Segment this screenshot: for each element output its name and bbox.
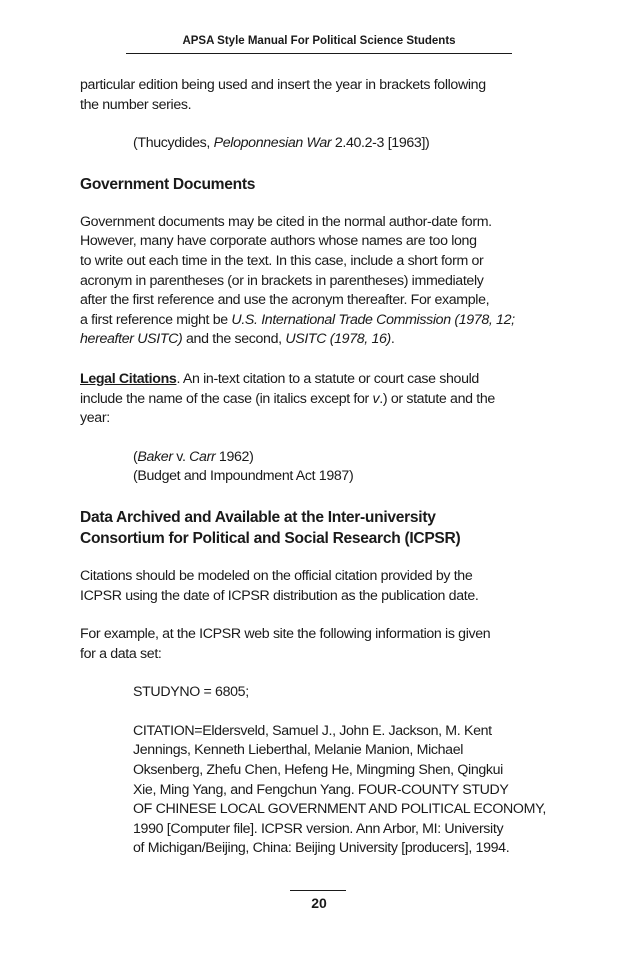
legal-line-3: year: <box>80 410 110 427</box>
example-text: (Thucydides, <box>133 135 214 152</box>
body-text: and the second, <box>182 331 286 348</box>
gov-docs-line-7 <box>80 330 560 350</box>
section-heading-icpsr-2: Consortium for Political and Social Research (ICPSR) <box>80 529 461 547</box>
legal-line-1 <box>80 370 560 390</box>
gov-docs-line-1: Government documents may be cited in the normal author-date form. <box>80 213 492 230</box>
italic-citation: USITC (1978, 16) <box>285 331 391 348</box>
example-italic-name: Baker <box>137 448 173 465</box>
citation-line-6: 1990 [Computer file]. ICPSR version. Ann Arbor, MI: University <box>133 820 504 837</box>
legal-citations-heading: Legal Citations <box>80 370 177 387</box>
body-text: . An in-text citation to a statute or court case should <box>176 370 479 387</box>
intro-line-1: particular edition being used and insert the year in brackets following <box>80 77 486 93</box>
page-number: 20 <box>311 895 327 911</box>
example-text: ( <box>133 448 138 465</box>
legal-example-2: (Budget and Impoundment Act 1987) <box>133 468 354 485</box>
example-text: v. <box>172 448 190 465</box>
example-text: 2.40.2-3 [1963]) <box>331 135 430 152</box>
italic-v: v <box>372 390 380 407</box>
citation-line-5: OF CHINESE LOCAL GOVERNMENT AND POLITICAL ECONOMY, <box>133 801 546 818</box>
page-number-rule <box>290 890 346 891</box>
section-heading-government-documents: Government Documents <box>80 175 256 193</box>
body-text: .) or statute and the <box>379 390 495 407</box>
italic-citation: hereafter USITC) <box>80 331 183 348</box>
header-rule <box>126 53 512 54</box>
body-text: include the name of the case (in italics except for <box>80 390 373 407</box>
citation-line-4: Xie, Ming Yang, and Fengchun Yang. FOUR-COUNTY STUDY <box>133 781 509 798</box>
body-text: a first reference might be <box>80 311 232 328</box>
legal-example-1 <box>80 448 560 468</box>
icpsr-para2-line-2: for a data set: <box>80 645 162 662</box>
citation-line-3: Oksenberg, Zhefu Chen, Hefeng He, Mingming Shen, Qingkui <box>133 762 503 779</box>
icpsr-para1-line-1: Citations should be modeled on the official citation provided by the <box>80 567 473 584</box>
legal-line-2 <box>80 390 560 410</box>
gov-docs-line-3: to write out each time in the text. In this case, include a short form or <box>80 252 484 269</box>
citation-line-2: Jennings, Kenneth Lieberthal, Melanie Manion, Michael <box>133 742 464 759</box>
thucydides-example <box>80 134 560 154</box>
gov-docs-line-2: However, many have corporate authors whose names are too long <box>80 233 477 250</box>
icpsr-para1-line-2: ICPSR using the date of ICPSR distribution as the publication date. <box>80 587 479 604</box>
gov-docs-line-4: acronym in parentheses (or in brackets in parentheses) immediately <box>80 272 484 289</box>
citation-line-1: CITATION=Eldersveld, Samuel J., John E. Jackson, M. Kent <box>133 722 492 739</box>
running-head: APSA Style Manual For Political Science Students <box>182 35 456 47</box>
page-body <box>80 76 560 859</box>
icpsr-para2-line-1: For example, at the ICPSR web site the following information is given <box>80 626 491 643</box>
section-heading-icpsr-1: Data Archived and Available at the Inter-university <box>80 508 436 526</box>
example-text: 1962) <box>215 448 254 465</box>
intro-line-2: the number series. <box>80 96 192 113</box>
body-text: . <box>390 331 395 348</box>
studyno-line: STUDYNO = 6805; <box>133 684 249 701</box>
gov-docs-line-5: after the first reference and use the acronym thereafter. For example, <box>80 292 490 309</box>
example-italic-title: Peloponnesian War <box>213 135 332 152</box>
example-italic-name: Carr <box>189 448 216 465</box>
gov-docs-line-6 <box>80 311 560 331</box>
italic-citation: U.S. International Trade Commission (1978, 12; <box>231 311 515 328</box>
citation-line-7: of Michigan/Beijing, China: Beijing University [producers], 1994. <box>133 840 510 857</box>
